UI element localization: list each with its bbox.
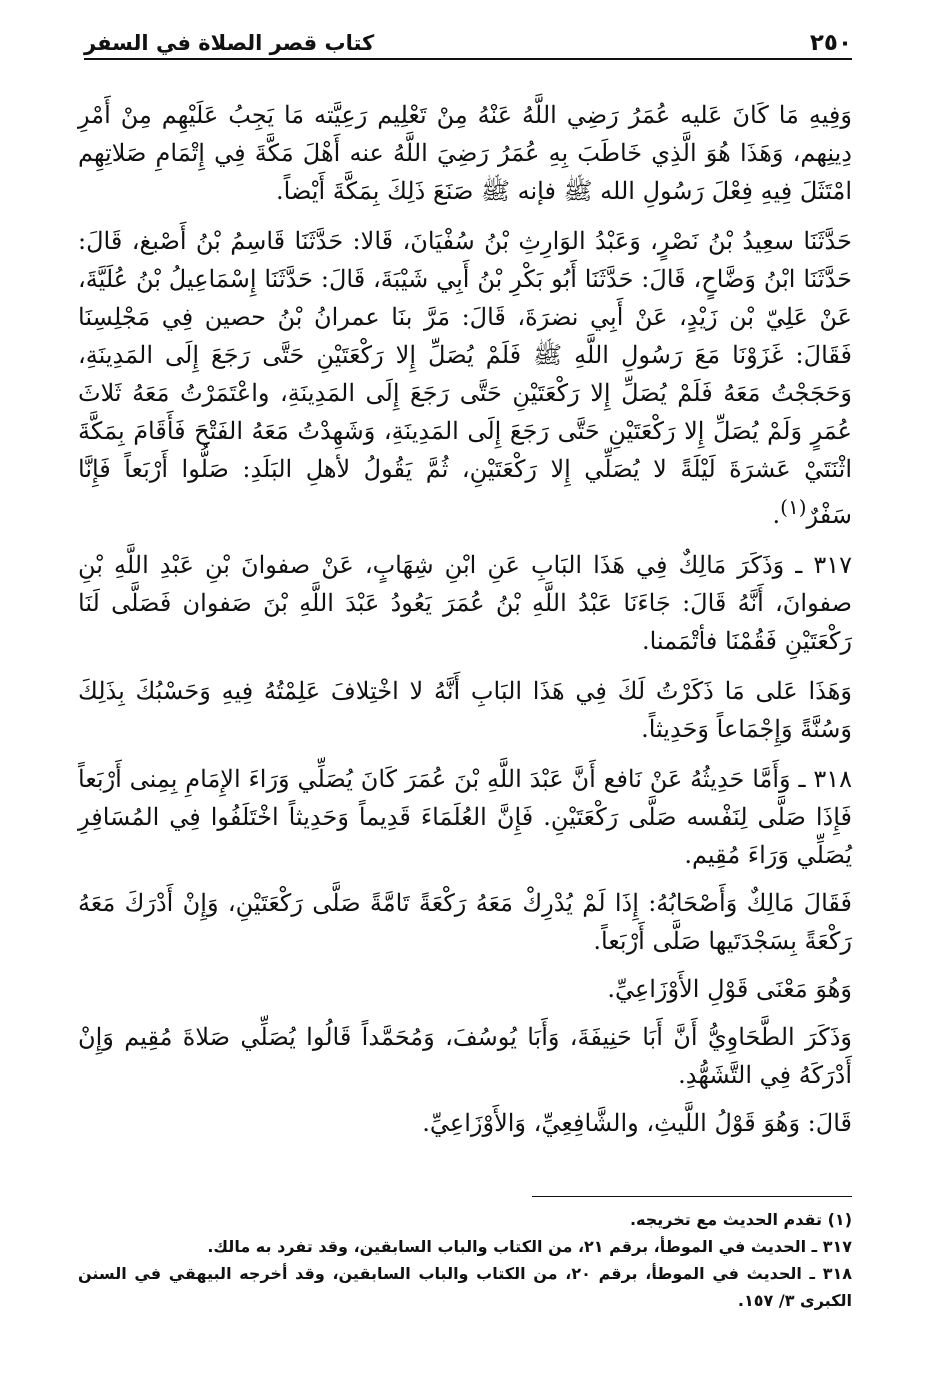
- paragraph-layth: قَالَ: وَهُوَ قَوْلُ اللَّيثِ، والشَّافِعِيِّ، وَالأَوْزَاعِيِّ.: [422, 1109, 852, 1137]
- paragraph-hadith-318: ٣١٨ ـ وَأَمَّا حَدِيثُهُ عَنْ نَافع أَنَّ عَبْدَ اللَّهِ بْنَ عُمَرَ كَانَ يُصَلِّي وَرَاءَ الإِمَامِ بِمِنى أَرْبَعاً فَإِذَا صَلَّى لِنَفْسه صَلَّى رَكْعَتَيْنِ. فَإِنَّ العُلَمَاءَ قَدِيماً وَحَدِيثاً اخْتَلَفُوا فِي المُسَافِرِ يُصَلِّي وَرَاءَ مُقِيم.: [78, 765, 852, 869]
- running-title: كتاب قصر الصلاة في السفر: [84, 31, 375, 55]
- paragraph-awzai: وَهُوَ مَعْنَى قَوْلِ الأَوْزَاعِيِّ.: [607, 975, 852, 1003]
- footnotes: [78, 1206, 852, 1314]
- footnote-ref-1: (١): [780, 495, 807, 519]
- footnote-318: ٣١٨ ـ الحديث في الموطأ، برقم ٢٠، من الكتاب والباب السابقين، وقد أخرجه البيهقي في السنن الكبرى ٣/ ١٥٧.: [78, 1264, 853, 1310]
- footnote-317: ٣١٧ ـ الحديث في الموطأ، برقم ٢١، من الكتاب والباب السابقين، وقد تفرد به مالك.: [207, 1237, 852, 1256]
- hadith-end: .: [772, 501, 781, 529]
- paragraph-hadith-isnad: [78, 222, 852, 534]
- footnote-divider: [532, 1196, 852, 1197]
- footnote-1: (١) تقدم الحديث مع تخريجه.: [629, 1210, 852, 1229]
- main-text: [78, 96, 852, 1154]
- page-header: [84, 28, 852, 60]
- page-number: ٢٥٠: [809, 30, 852, 56]
- paragraph-tahawi: وَذَكَرَ الطَّحَاوِيُّ أَنَّ أَبَا حَنِيفَةَ، وَأَبَا يُوسُفَ، وَمُحَمَّداً قَالُوا يُصَلِّي صَلاةَ مُقِيم وَإِنْ أَدْرَكَهُ فِي التَّشَهُّدِ.: [78, 1023, 852, 1089]
- paragraph-hadith-317: ٣١٧ ـ وَذَكَرَ مَالِكٌ فِي هَذَا البَابِ عَنِ ابْنِ شِهَابٍ، عَنْ صفوانَ بْنِ عَبْدِ اللَّهِ بْنِ صفوانَ، أَنَّهُ قَالَ: جَاءَنَا عَبْدُ اللَّهِ بْنُ عُمَرَ يَعُودُ عَبْدَ اللَّهِ بْنَ صَفوان فَصَلَّى لَنَا رَكْعَتَيْنِ فَقُمْنَا فأتْمَمنا.: [78, 551, 853, 655]
- paragraph-malik-opinion: فَقَالَ مَالِكٌ وَأَصْحَابُهُ: إِذَا لَمْ يُدْرِكْ مَعَهُ رَكْعَةً تَامَّةً صَلَّى رَكْعَتَيْنِ، وَإِنْ أَدْرَكَ مَعَهُ رَكْعَةً بِسَجْدَتَيها صَلَّى أَرْبَعاً.: [78, 889, 852, 955]
- hadith-text: حَدَّثَنَا سعِيدُ بْنُ نَصْرٍ، وَعَبْدُ الوَارِثِ بْنُ سُفْيَانَ، قَالا: حَدَّثَنَا قَاسِمُ بْنُ أَصْبغ، قَالَ: حَدَّثَنَا ابْنُ وَضَّاحٍ، قَالَ: حَدَّثَنَا أَبُو بَكْرِ بْنُ أَبِي شَيْبَةَ، قَالَ: حَدَّثَنَا إِسْمَاعِيلُ بْنُ عُلَيَّةَ، عَنْ عَلِيّ بْن زَيْدٍ، عَنْ أَبِي نضرَةَ، قَالَ: مَرَّ بنَا عمرانُ بْنُ حصين فِي مَجْلِسِنَا فَقَالَ: غَزَوْنَا مَعَ رَسُولِ اللَّهِ ﷺ فَلَمْ يُصَلِّ إِلا رَكْعَتَيْنِ حَتَّى رَجَعَ إِلَى المَدِينَةِ، وَحَجَجْتُ مَعَهُ فَلَمْ يُصَلِّ إِلا رَكْعَتَيْنِ حَتَّى رَجَعَ إِلَى المَدِينَةِ، واعْتَمَرْتُ مَعَهُ ثَلاثَ عُمَرٍ وَلَمْ يُصَلِّ إِلا رَكْعَتَيْنِ حَتَّى رَجَعَ إِلَى المَدِينَةِ، وَشَهِدْتُ مَعَهُ الفَتْحَ فَأَقَامَ بِمَكَّةَ اثْنَتَيْ عَشرَةَ لَيْلَةً لا يُصَلِّي إِلا رَكْعَتَيْنِ، ثُمَّ يَقُولُ لأهلِ البَلَدِ: صَلُّوا أَرْبَعاً فَإِنَّا سَفْرٌ: [78, 227, 853, 529]
- paragraph-consensus: وَهَذَا عَلى مَا ذَكَرْتُ لَكَ فِي هَذَا البَابِ أَنَّهُ لا اخْتِلافَ عَلِمْتُهُ فِيهِ وَحَسْبُكَ بِذَلِكَ وَسُنَّةً وَإِجْمَاعاً وَحَدِيثاً.: [78, 677, 852, 743]
- paragraph-umar-commentary: وَفِيهِ مَا كَانَ عَليه عُمَرُ رَضِي اللَّهُ عَنْهُ مِنْ تَعْلِيم رَعِيَّته مَا يَجِبُ عَلَيْهِم مِنْ أَمْرِ دِينِهم، وَهَذَا هُوَ الَّذِي خَاطَبَ بِهِ عُمَرُ رَضِيَ اللَّهُ عنه أَهْلَ مَكَّةَ فِي إِتْمَامِ صَلاتِهِم امْتَثَلَ فِيهِ فِعْلَ رَسُولِ الله ﷺ فإنه ﷺ صَنَعَ ذَلِكَ بِمَكَّةَ أَيْضاً.: [78, 101, 852, 205]
